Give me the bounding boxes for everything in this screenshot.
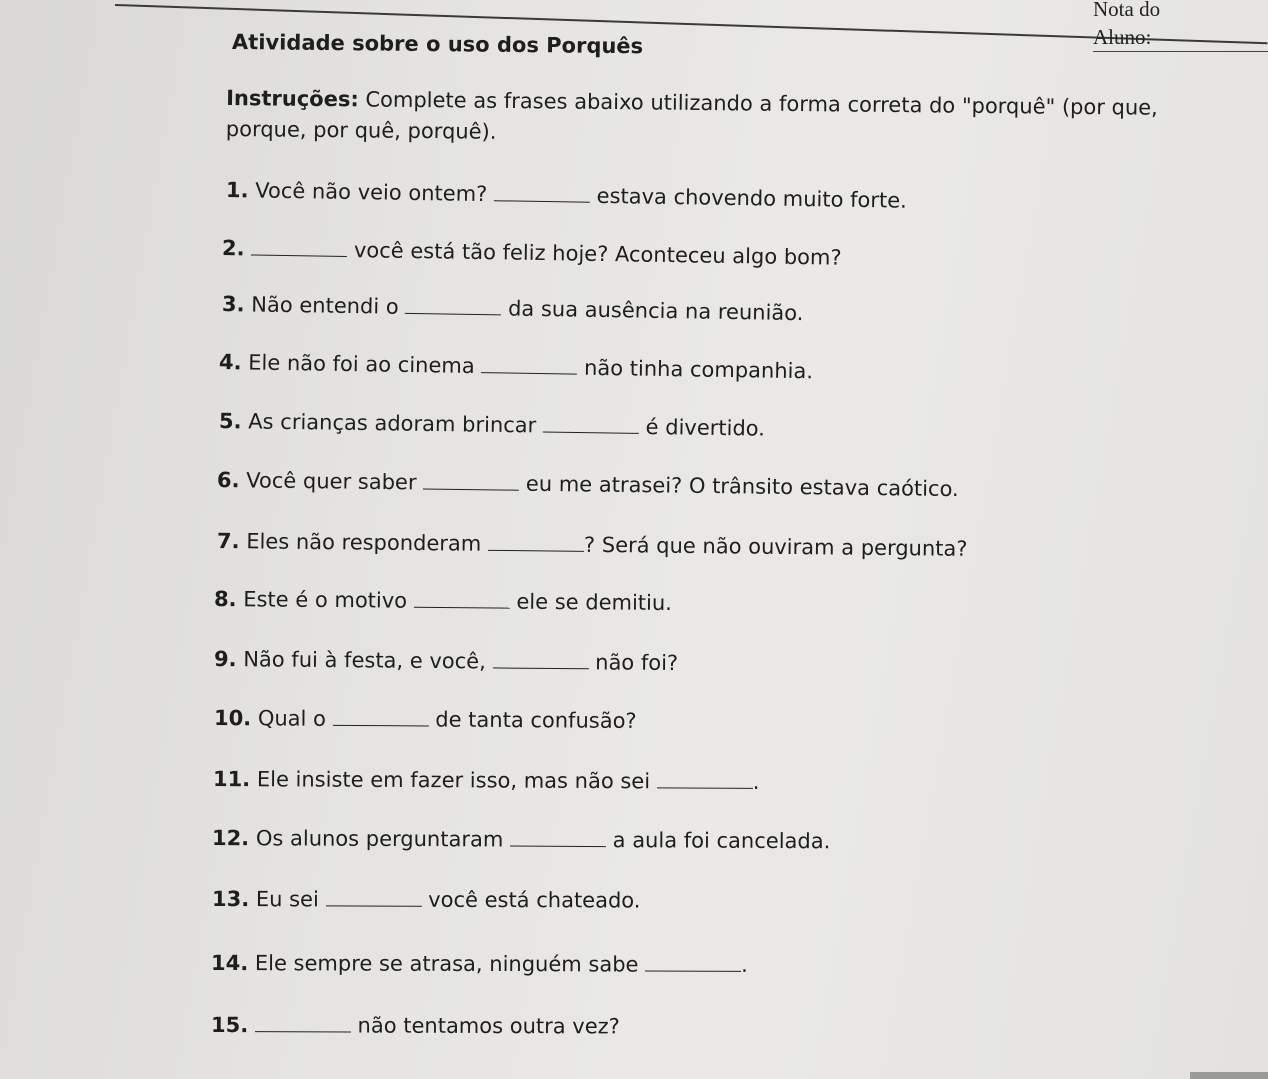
question-2: [222, 236, 842, 270]
question-4: [219, 350, 813, 383]
question-number: 2.: [221, 236, 245, 261]
question-7: [217, 529, 968, 561]
question-text-after: não foi?: [588, 650, 679, 676]
question-text-before: [248, 1013, 255, 1037]
answer-blank[interactable]: [488, 549, 584, 552]
question-5: [219, 409, 765, 441]
question-text-after: .: [741, 952, 748, 977]
answer-blank[interactable]: [645, 970, 741, 972]
question-12: [212, 826, 830, 853]
question-text-before: Eu sei: [249, 887, 326, 912]
question-number: 10.: [213, 706, 252, 731]
question-text-before: Ele sempre se atrasa, ninguém sabe: [248, 951, 646, 977]
question-text-before: Não fui à festa, e você,: [236, 647, 493, 674]
question-text-after: você está tão feliz hoje? Aconteceu algo bom?: [347, 237, 842, 270]
question-text-before: Ele não foi ao cinema: [241, 350, 482, 379]
question-text-after: você está chateado.: [421, 887, 641, 913]
question-number: 9.: [213, 647, 237, 672]
question-13: [212, 887, 641, 912]
question-text-after: da sua ausência na reunião.: [501, 296, 804, 326]
question-number: 7.: [216, 529, 240, 554]
question-text-after: de tanta confusão?: [428, 707, 637, 733]
aluno-label: Aluno:: [1093, 25, 1152, 49]
question-11: [213, 767, 760, 794]
question-text-after: não tinha companhia.: [577, 355, 814, 384]
question-text-before: Você não veio ontem?: [248, 178, 495, 207]
answer-blank[interactable]: [423, 488, 519, 491]
question-number: 15.: [210, 1013, 249, 1038]
question-text-after: ele se demitiu.: [509, 589, 673, 615]
answer-blank[interactable]: [255, 1030, 351, 1032]
question-text-after: não tentamos outra vez?: [350, 1013, 620, 1039]
question-14: [211, 951, 748, 977]
instructions: [226, 83, 1227, 155]
question-number: 8.: [213, 587, 237, 612]
question-number: 1.: [225, 178, 249, 203]
aluno-name-line: [1093, 51, 1268, 52]
question-text-after: ? Será que não ouviram a pergunta?: [583, 532, 968, 561]
instructions-label: Instruções:: [226, 86, 359, 112]
answer-blank[interactable]: [543, 431, 639, 434]
question-number: 11.: [212, 767, 251, 792]
question-text-before: Eles não responderam: [239, 529, 489, 556]
question-text-after: eu me atrasei? O trânsito estava caótico.: [519, 471, 959, 502]
question-number: 5.: [218, 409, 242, 434]
question-10: [214, 706, 637, 733]
answer-blank[interactable]: [333, 724, 429, 727]
answer-blank[interactable]: [251, 253, 347, 257]
instructions-text: Complete as frases abaixo utilizando a forma correta do "porquê" (por que, porque, por quê, porquê).: [225, 87, 1158, 144]
question-number: 12.: [211, 826, 250, 851]
answer-blank[interactable]: [492, 666, 588, 669]
question-text-after: a aula foi cancelada.: [605, 828, 831, 854]
question-3: [222, 292, 804, 325]
page-edge: [1190, 1072, 1268, 1079]
question-8: [214, 587, 672, 615]
question-15: [211, 1013, 620, 1038]
page-title: Atividade sobre o uso dos Porquês: [231, 30, 644, 59]
question-text-before: Os alunos perguntaram: [249, 826, 511, 852]
nota-label: Nota do: [1093, 0, 1161, 21]
question-9: [214, 647, 678, 675]
question-number: 4.: [218, 350, 242, 375]
question-number: 13.: [211, 887, 250, 912]
question-text-after: .: [752, 769, 760, 794]
question-number: 3.: [221, 292, 245, 317]
question-6: [217, 468, 959, 501]
answer-blank[interactable]: [657, 786, 753, 789]
question-text-after: é divertido.: [638, 414, 766, 441]
answer-blank[interactable]: [325, 904, 421, 906]
answer-blank[interactable]: [405, 312, 501, 316]
question-text-before: [244, 236, 251, 260]
question-text-before: Qual o: [251, 706, 333, 731]
question-text-before: Não entendi o: [244, 292, 406, 319]
question-text-before: Ele insiste em fazer isso, mas não sei: [250, 767, 657, 794]
answer-blank[interactable]: [481, 371, 577, 375]
question-1: [226, 178, 907, 213]
question-text-before: Você quer saber: [239, 468, 424, 495]
question-text-after: estava chovendo muito forte.: [589, 183, 907, 213]
answer-blank[interactable]: [494, 199, 590, 203]
answer-blank[interactable]: [414, 606, 510, 609]
question-number: 6.: [216, 468, 240, 493]
question-text-before: As crianças adoram brincar: [241, 409, 544, 438]
question-text-before: Este é o motivo: [236, 587, 414, 613]
question-number: 14.: [210, 951, 249, 976]
answer-blank[interactable]: [510, 845, 606, 848]
